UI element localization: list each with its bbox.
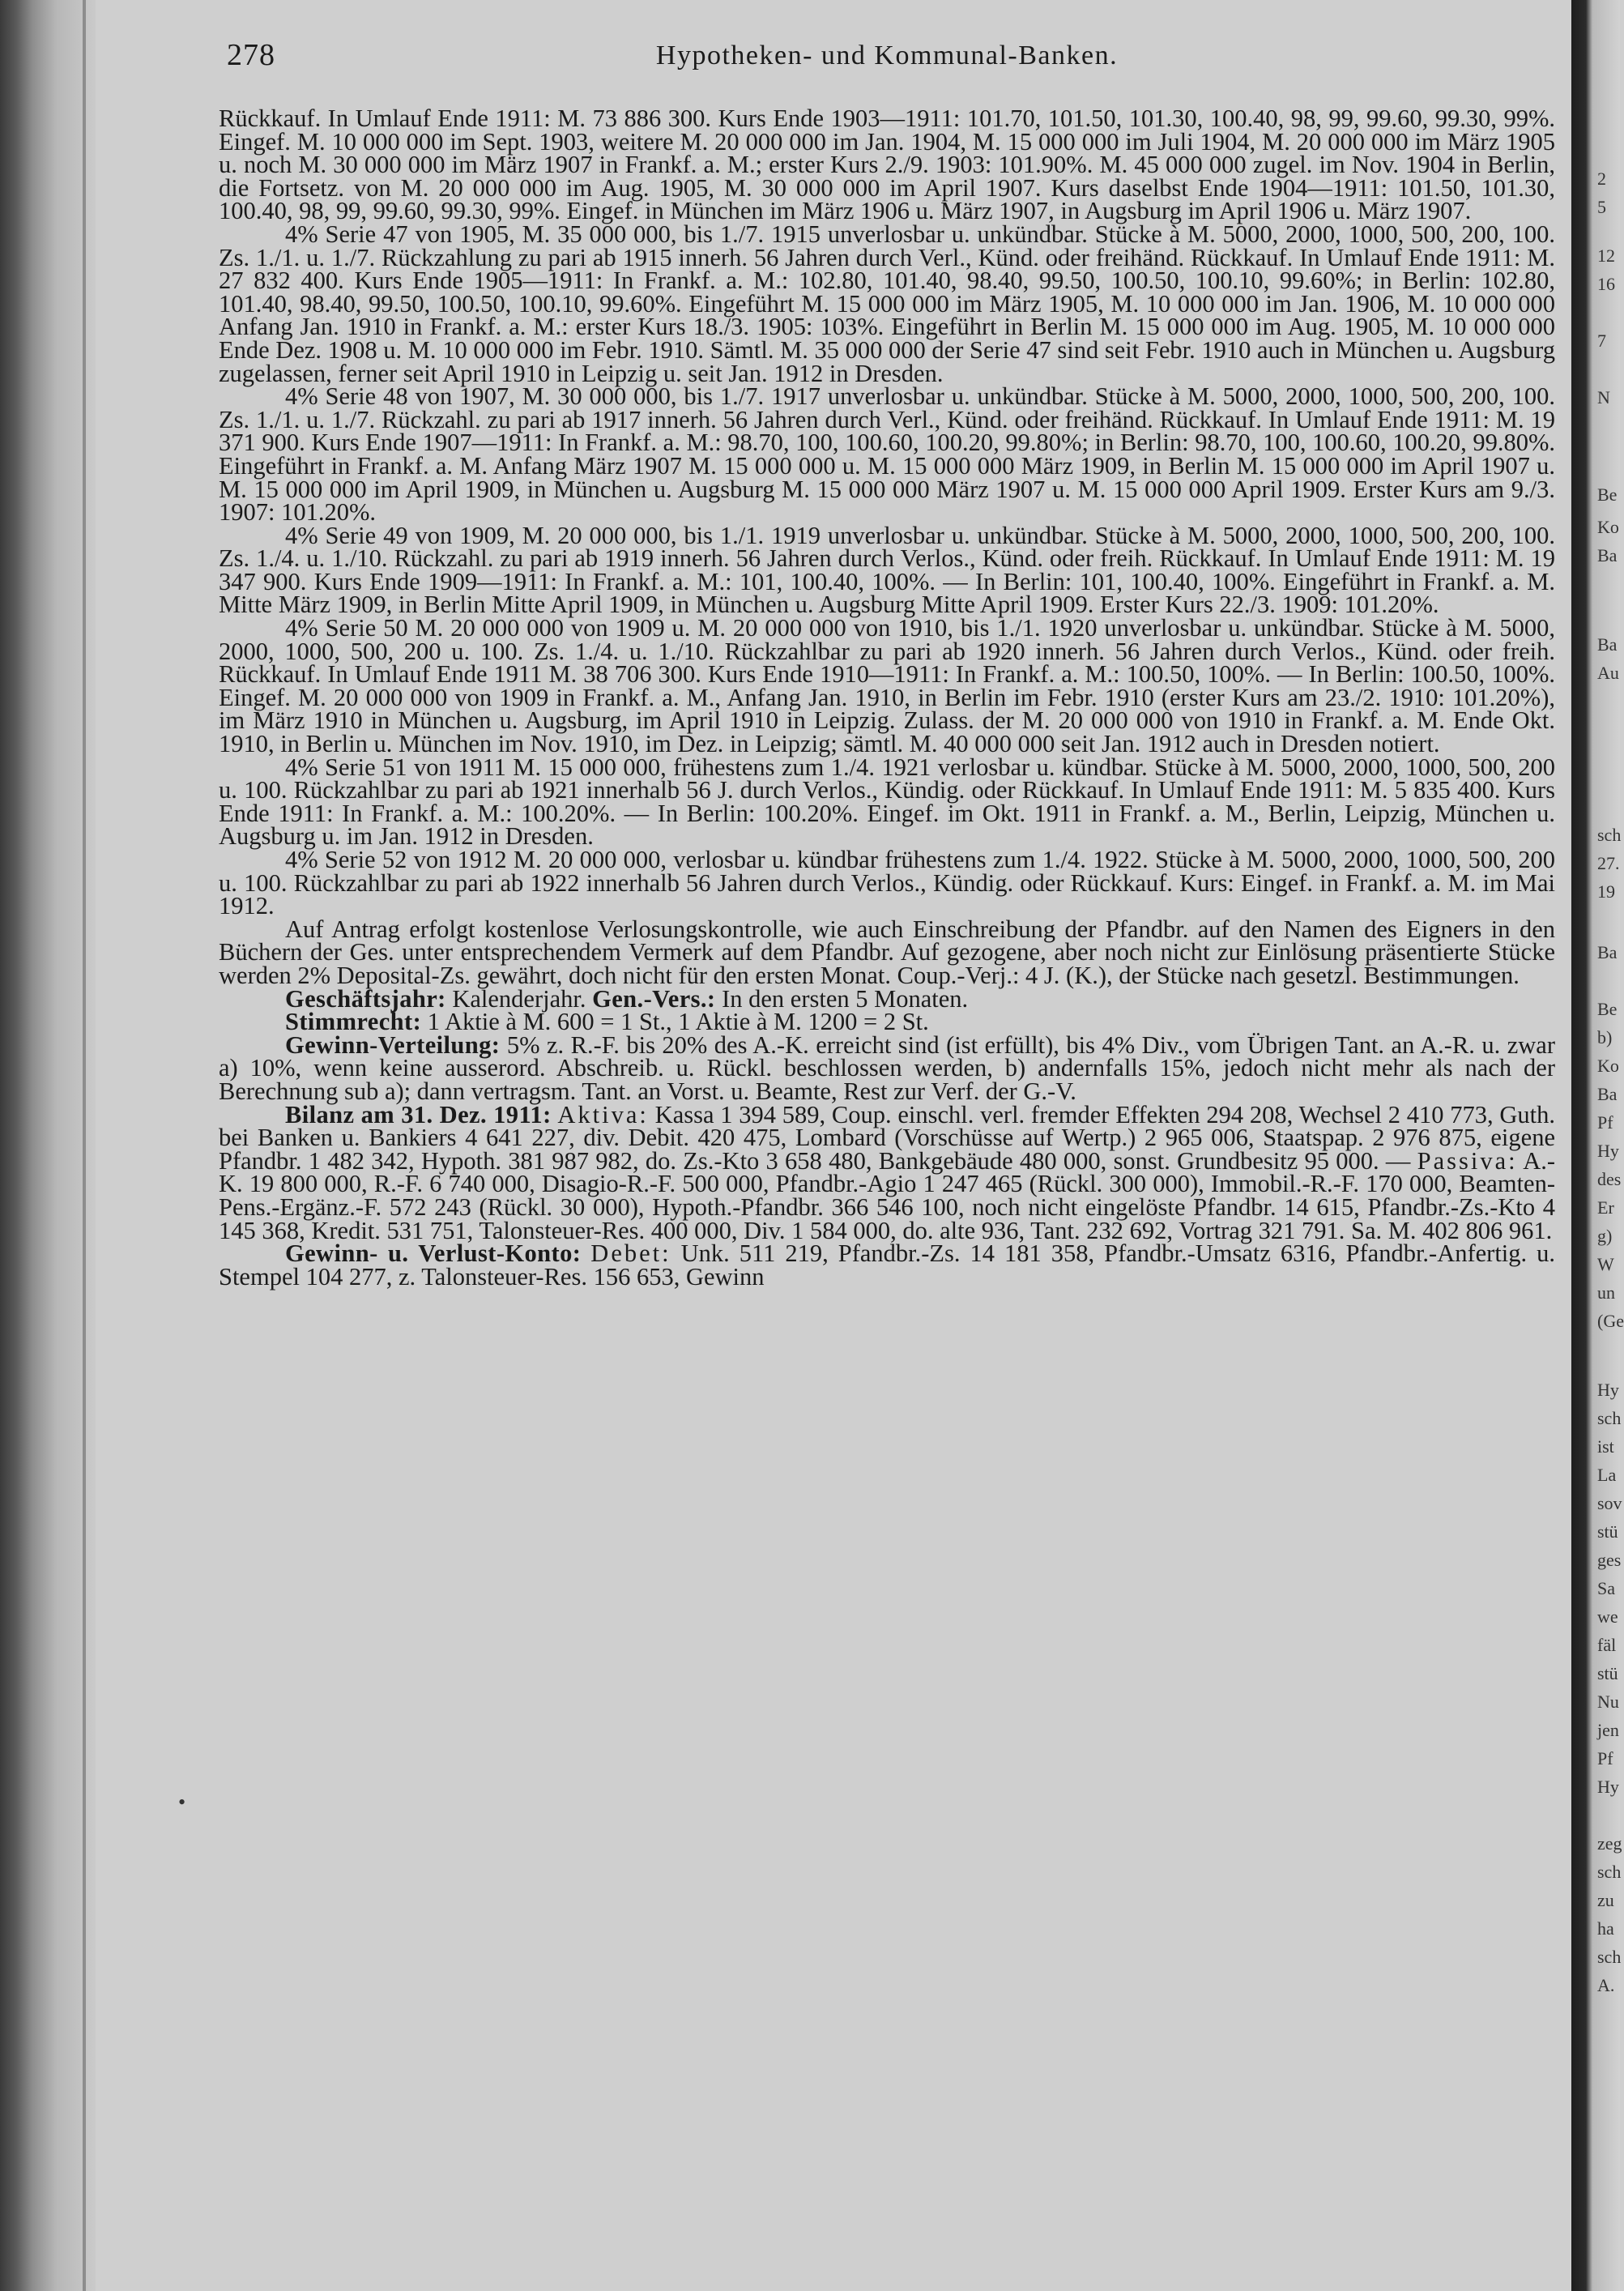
adjacent-page-fragment: Er [1597,1197,1614,1218]
adjacent-page-fragment: 16 [1597,274,1615,294]
adjacent-page-fragment: g) [1597,1226,1613,1246]
adjacent-page-fragment: Be [1597,484,1618,505]
adjacent-page-fragment: Ba [1597,942,1618,962]
adjacent-page-fragment: Pf [1597,1112,1613,1133]
adjacent-page-fragment: Sa [1597,1578,1615,1598]
adjacent-page-fragment: we [1597,1606,1618,1627]
page-header [219,37,1555,78]
label-passiva: Passiva: [1417,1146,1518,1175]
label-gewinn-verteilung: Gewinn-Verteilung: [285,1030,501,1059]
adjacent-page-fragment: Pf [1597,1748,1613,1768]
adjacent-page-fragment: La [1597,1465,1617,1485]
adjacent-page-fragment: Hy [1597,1777,1619,1797]
paragraph-gewinn-verteilung: Gewinn-Verteilung: 5% z. R.-F. bis 20% des A.-K. erreicht sind (ist erfüllt), bis 4% Div., vom Übrigen Tant. an A.-R. u. zwar a) 10%, wenn keine ausserord. Abschreib. u. Rückl. beschlossen werden, b) andernfalls 15%, jedoch nicht mehr als nach der Berechnung sub a); dann vertragsm. Tant. an Vorst. u. Beamte, Rest zur Verf. der G.-V. [219,1030,1555,1105]
adjacent-page-fragment: Ba [1597,634,1618,655]
adjacent-page-fragment: ges [1597,1550,1622,1570]
adjacent-page-fragment: 27. [1597,853,1620,873]
paragraph-geschaeftsjahr: Geschäftsjahr: Kalenderjahr. Gen.-Vers.: In den ersten 5 Monaten. [285,984,969,1013]
adjacent-page-fragment: Hy [1597,1380,1619,1400]
adjacent-page-fragment: 5 [1597,197,1606,217]
book-gutter-left [0,0,96,2291]
adjacent-page-fragment: Ba [1597,1084,1618,1104]
label-stimmrecht: Stimmrecht: [285,1008,422,1036]
paragraph-serie-52: 4% Serie 52 von 1912 M. 20 000 000, verlosbar u. kündbar frühestens zum 1./4. 1922. Stücke à M. 5000, 2000, 1000, 500, 200 u. 100. Rückzahlbar zu pari ab 1922 innerhalb 56 Jahren durch Verlos., Kündig. oder Rückkauf. Kurs: Eingef. in Frankf. a. M. im Mai 1912. [219,846,1555,920]
adjacent-page-fragment: zeg [1597,1833,1622,1854]
adjacent-page-fragment: fäl [1597,1635,1617,1655]
margin-mark: • [178,1790,186,1814]
adjacent-page-fragment: Nu [1597,1692,1619,1712]
paragraph-gewinn-verlust-konto: Gewinn- u. Verlust-Konto: Debet: Unk. 511 219, Pfandbr.-Zs. 14 181 358, Pfandbr.-Umsatz 6316, Pfandbr.-Anfertig. u. Stempel 104 277, z. Talonsteuer-Res. 156 653, Gewinn [219,1239,1556,1291]
paragraph-serie-49: 4% Serie 49 von 1909, M. 20 000 000, bis 1./1. 1919 unverlosbar u. unkündbar. Stücke à M. 5000, 2000, 1000, 500, 200, 100. Zs. 1./4. u. 1./10. Rückzahl. zu pari ab 1919 innerh. 56 Jahren durch Verlos., Künd. oder freih. Rückkauf. In Umlauf Ende 1911: M. 19 347 900. Kurs Ende 1909—1911: In Frankf. a. M.: 101, 100.40, 100%. — In Berlin: 101, 100.40, 100%. Eingeführt in Frankf. a. M. Mitte März 1909, in Berlin Mitte April 1909, in München u. Augsburg Mitte April 1909. Erster Kurs 22./3. 1909: 101.20%. [219,521,1555,619]
paragraph-verlosungskontrolle: Auf Antrag erfolgt kostenlose Verlosungskontrolle, wie auch Einschreibung der Pfandbr. auf den Namen des Eigners in den Büchern der Ges. unter entsprechendem Vermerk auf dem Pfandbr. Auf gezogene, aber noch nicht zur Einlösung präsentierte Stücke werden 2% Deposital-Zs. gewährt, doch nicht für den ersten Monat. Coup.-Verj.: 4 J. (K.), der Stücke nach gesetzl. Bestimmungen. [219,915,1555,989]
adjacent-page-fragment: (Ge [1597,1311,1624,1331]
adjacent-page-fragment: des [1597,1169,1622,1189]
paragraph-serie-48: 4% Serie 48 von 1907, M. 30 000 000, bis 1./7. 1917 unverlosbar u. unkündbar. Stücke à M. 5000, 2000, 1000, 500, 200, 100. Zs. 1./1. u. 1./7. Rückzahl. zu pari ab 1917 innerh. 56 Jahren durch Verl., Künd. oder freihänd. Rückkauf. In Umlauf Ende 1911: M. 19 371 900. Kurs Ende 1907—1911: In Frankf. a. M.: 98.70, 100, 100.60, 100.20, 99.80%; in Berlin: 98.70, 100, 100.60, 100.20, 99.80%. Eingeführt in Frankf. a. M. Anfang März 1907 M. 15 000 000 u. M. 15 000 000 März 1909, in Berlin M. 15 000 000 im April 1907 u. M. 15 000 000 im April 1909, in München u. Augsburg M. 15 000 000 März 1907 u. M. 15 000 000 April 1909. Erster Kurs am 9./3. 1907: 101.20%. [219,382,1556,527]
adjacent-page-edge [1571,0,1624,2291]
paragraph-serie-47: 4% Serie 47 von 1905, M. 35 000 000, bis 1./7. 1915 unverlosbar u. unkündbar. Stücke à M. 5000, 2000, 1000, 500, 200, 100. Zs. 1./1. u. 1./7. Rückzahlung zu pari ab 1915 innerh. 56 Jahren durch Verl., Künd. oder freihänd. Rückkauf. In Umlauf Ende 1911: M. 27 832 400. Kurs Ende 1905—1911: In Frankf. a. M.: 102.80, 101.40, 98.40, 99.50, 100.50, 100.10, 99.60%; in Berlin: 102.80, 101.40, 98.40, 99.50, 100.50, 100.10, 99.60%. Eingeführt M. 15 000 000 im März 1905, M. 10 000 000 im Jan. 1906, M. 10 000 000 Anfang Jan. 1910 in Frankf. a. M.: erster Kurs 18./3. 1905: 103%. Eingeführt in Berlin M. 15 000 000 im Aug. 1905, M. 10 000 000 Ende Dez. 1908 u. M. 10 000 000 im Febr. 1910. Sämtl. M. 35 000 000 der Serie 47 sind seit Febr. 1910 auch in München u. Augsburg zugelassen, ferner seit April 1910 in Leipzig u. seit Jan. 1912 in Dresden. [219,220,1555,387]
running-title: Hypotheken- und Kommunal-Banken. [655,41,1119,70]
page-number: 278 [227,38,275,72]
adjacent-page-fragment: N [1597,387,1610,407]
adjacent-page-fragment: Be [1597,999,1618,1019]
paragraph-serie-50: 4% Serie 50 M. 20 000 000 von 1909 u. M. 20 000 000 von 1910, bis 1./1. 1920 unverlosbar u. unkündbar. Stücke à M. 5000, 2000, 1000, 500, 200 u. 100. Zs. 1./4. u. 1./10. Rückzahlbar zu pari ab 1920 innerh. 56 Jahren durch Verlos., Künd. oder freih. Rückkauf. In Umlauf Ende 1911 M. 38 706 300. Kurs Ende 1910—1911: In Frankf. a. M.: 100.50, 100%. — In Berlin: 100.50, 100%. Eingef. M. 20 000 000 von 1909 in Frankf. a. M., Anfang Jan. 1910, in Berlin im Febr. 1910 (erster Kurs am 23./2. 1910: 101.20%), im März 1910 in München u. Augsburg, im April 1910 in Leipzig. Zulass. der M. 20 000 000 von 1910 in Frankf. a. M. Ende Okt. 1910, in Berlin u. München im Nov. 1910, im Dez. in Leipzig; sämtl. M. 40 000 000 seit Jan. 1912 auch in Dresden notiert. [219,614,1555,758]
adjacent-page-fragment: Au [1597,663,1619,683]
adjacent-page-fragment: un [1597,1282,1615,1303]
paragraph-continuation: Rückkauf. In Umlauf Ende 1911: M. 73 886 300. Kurs Ende 1903—1911: 101.70, 101.50, 101.30, 100.40, 98, 99, 99.60, 99.30, 99%. Eingef. M. 10 000 000 im Sept. 1903, weitere M. 20 000 000 im Jan. 1904, M. 15 000 000 im Juli 1904, M. 20 000 000 im März 1905 u. noch M. 30 000 000 im März 1907 in Frankf. a. M.; erster Kurs 2./9. 1903: 101.90%. M. 45 000 000 zugel. im Nov. 1904 in Berlin, die Fortsetz. von M. 20 000 000 im Aug. 1905, M. 30 000 000 im April 1907. Kurs daselbst Ende 1904—1911: 101.50, 101.30, 100.40, 98, 99, 99.60, 99.30, 99%. Eingef. in München im März 1906 u. März 1907, in Augsburg im April 1906 u. März 1907. [219,105,1555,225]
adjacent-page-fragment: Ko [1597,517,1619,537]
adjacent-page-fragment: Hy [1597,1141,1619,1161]
adjacent-page-fragment: zu [1597,1890,1614,1910]
label-gewinn-verlust-konto: Gewinn- u. Verlust-Konto: [285,1239,582,1268]
adjacent-page-fragment: Ko [1597,1056,1619,1076]
adjacent-page-fragment: 19 [1597,881,1615,902]
label-aktiva: Aktiva: [557,1100,649,1128]
adjacent-page-fragment: stü [1597,1521,1618,1542]
adjacent-page-fragment: W [1597,1254,1614,1274]
adjacent-page-fragment: jen [1597,1720,1619,1740]
adjacent-page-fragment: sov [1597,1493,1622,1513]
gutter-line [83,0,86,2291]
paragraph-serie-51: 4% Serie 51 von 1911 M. 15 000 000, frühestens zum 1./4. 1921 verlosbar u. kündbar. Stücke à M. 5000, 2000, 1000, 500, 200 u. 100. Rückzahlbar zu pari ab 1921 innerhalb 56 J. durch Verlos., Kündig. oder Rückkauf. In Umlauf Ende 1911: M. 5 835 400. Kurs Ende 1911: In Frankf. a. M.: 100.20%. — In Berlin: 100.20%. Eingef. im Okt. 1911 in Frankf. a. M., Berlin, Leipzig, München u. Augsburg u. im Jan. 1912 in Dresden. [219,753,1555,851]
adjacent-page-fragment: stü [1597,1663,1618,1683]
paragraph-bilanz: Bilanz am 31. Dez. 1911: Aktiva: Kassa 1 394 589, Coup. einschl. verl. fremder Effekten 294 208, Wechsel 2 410 773, Guth. bei Banken u. Bankiers 4 641 227, div. Debit. 420 475, Lombard (Vorschüsse auf Wertp.) 2 965 006, Staatspap. 2 976 875, eigene Pfandbr. 1 482 342, Hypoth. 381 987 982, do. Zs.-Kto 3 658 480, Bankgebäude 480 000, sonst. Grundbesitz 95 000. — Passiva: A.-K. 19 800 000, R.-F. 6 740 000, Disagio-R.-F. 500 000, Pfandbr.-Agio 1 247 465 (Rückl. 300 000), Immobil.-R.-F. 170 000, Beamten-Pens.-Ergänz.-F. 572 243 (Rückl. 30 000), Hypoth.-Pfandbr. 366 546 100, noch nicht eingelöste Pfandbr. 14 615, Pfandbr.-Zs.-Kto 4 145 368, Kredit. 531 751, Talonsteuer-Res. 400 000, Div. 1 584 000, do. alte 936, Tant. 232 692, Vortrag 321 791. Sa. M. 402 806 961. [219,1100,1556,1244]
adjacent-page-fragment: 2 [1597,169,1606,189]
label-geschaeftsjahr: Geschäftsjahr: [285,984,446,1013]
adjacent-page-fragment: ist [1597,1436,1614,1457]
label-bilanz: Bilanz am 31. Dez. 1911: [285,1100,552,1128]
adjacent-page-fragment: b) [1597,1027,1613,1047]
adjacent-page-fragment: 12 [1597,245,1615,266]
adjacent-page-fragment: sch [1597,1408,1622,1428]
label-gen-vers: Gen.-Vers.: [592,984,716,1013]
adjacent-page-fragment: ha [1597,1918,1614,1939]
adjacent-page-fragment: sch [1597,1862,1622,1882]
adjacent-page-fragment: sch [1597,1947,1622,1967]
adjacent-page-fragment: A. [1597,1975,1615,1995]
paragraph-stimmrecht: Stimmrecht: 1 Aktie à M. 600 = 1 St., 1 Aktie à M. 1200 = 2 St. [285,1008,929,1036]
body-text [219,105,1556,1291]
adjacent-page-fragment: Ba [1597,545,1618,565]
label-debet: Debet: [590,1239,671,1268]
adjacent-page-fragment: 7 [1597,331,1606,351]
adjacent-page-fragment: sch [1597,825,1622,845]
